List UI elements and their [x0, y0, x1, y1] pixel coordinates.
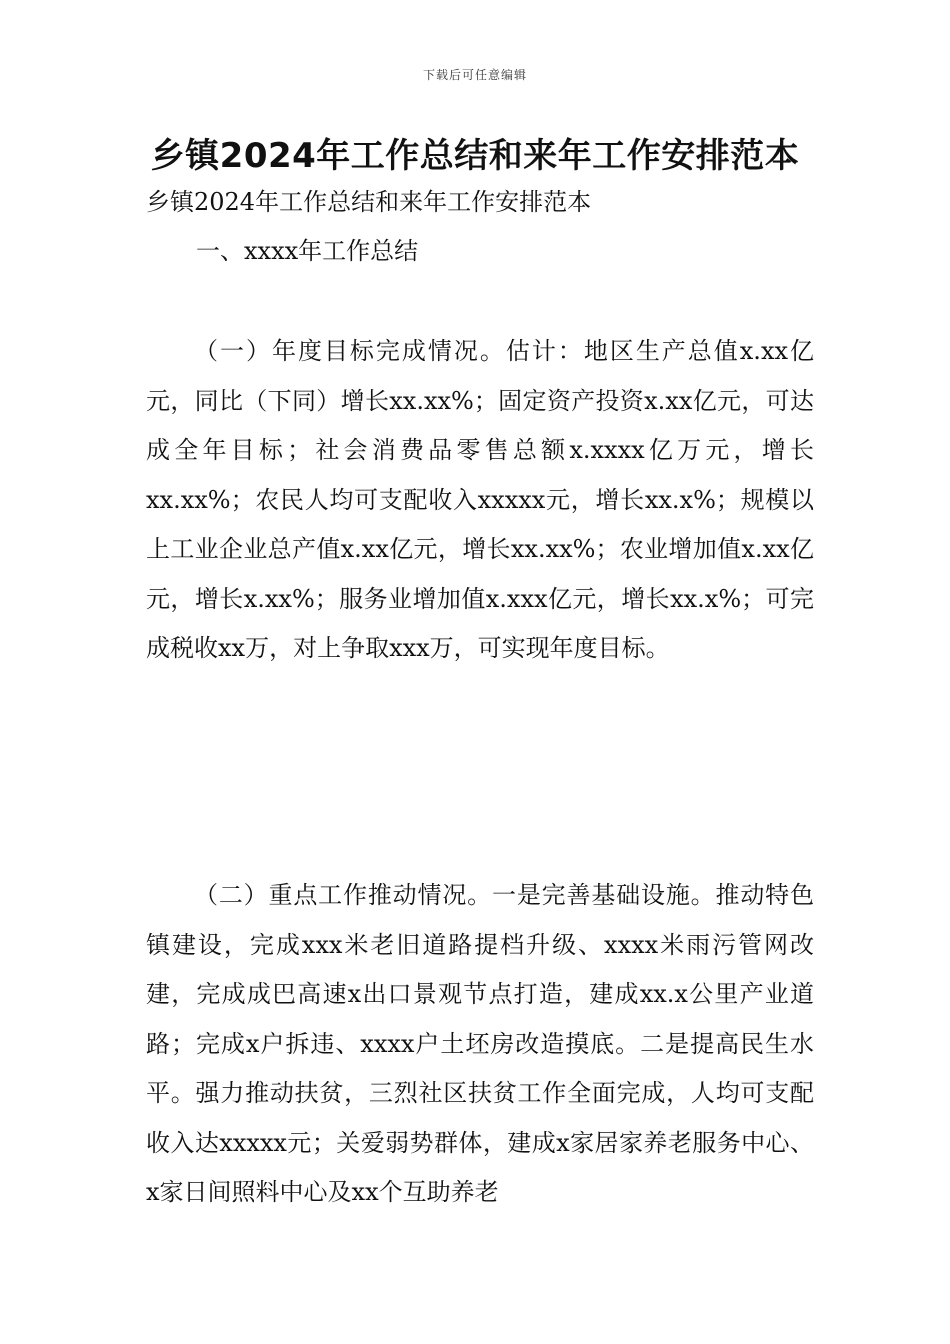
paragraph-key-work: （二）重点工作推动情况。一是完善基础设施。推动特色镇建设，完成xxx米老旧道路提档升级、xxxx米雨污管网改建，完成成巴高速x出口景观节点打造，建成xx.x公里产业道路；完成x户拆违、xxxx户土坯房改造摸底。二是提高民生水平。强力推动扶贫，三烈社区扶贫工作全面完成，人均可支配收入达xxxxx元；关爱弱势群体，建成x家居家养老服务中心、x家日间照料中心及xx个互助养老	[146, 881, 814, 1206]
header-note: 下载后可任意编辑	[422, 68, 527, 82]
document-subtitle: 乡镇2024年工作总结和来年工作安排范本	[146, 188, 592, 216]
document-title: 乡镇2024年工作总结和来年工作安排范本	[150, 136, 800, 176]
paragraph-annual-targets: （一）年度目标完成情况。估计：地区生产总值x.xx亿元，同比（下同）增长xx.xx%；固定资产投资x.xx亿元，可达成全年目标；社会消费品零售总额x.xxxx亿万元，增长xx.xx%；农民人均可支配收入xxxxx元，增长xx.x%；规模以上工业企业总产值x.xx亿元，增长xx.xx%；农业增加值x.xx亿元，增长x.xx%；服务业增加值x.xxx亿元，增长xx.x%；可完成税收xx万，对上争取xxx万，可实现年度目标。	[146, 337, 814, 662]
section-heading: 一、xxxx年工作总结	[196, 237, 419, 265]
